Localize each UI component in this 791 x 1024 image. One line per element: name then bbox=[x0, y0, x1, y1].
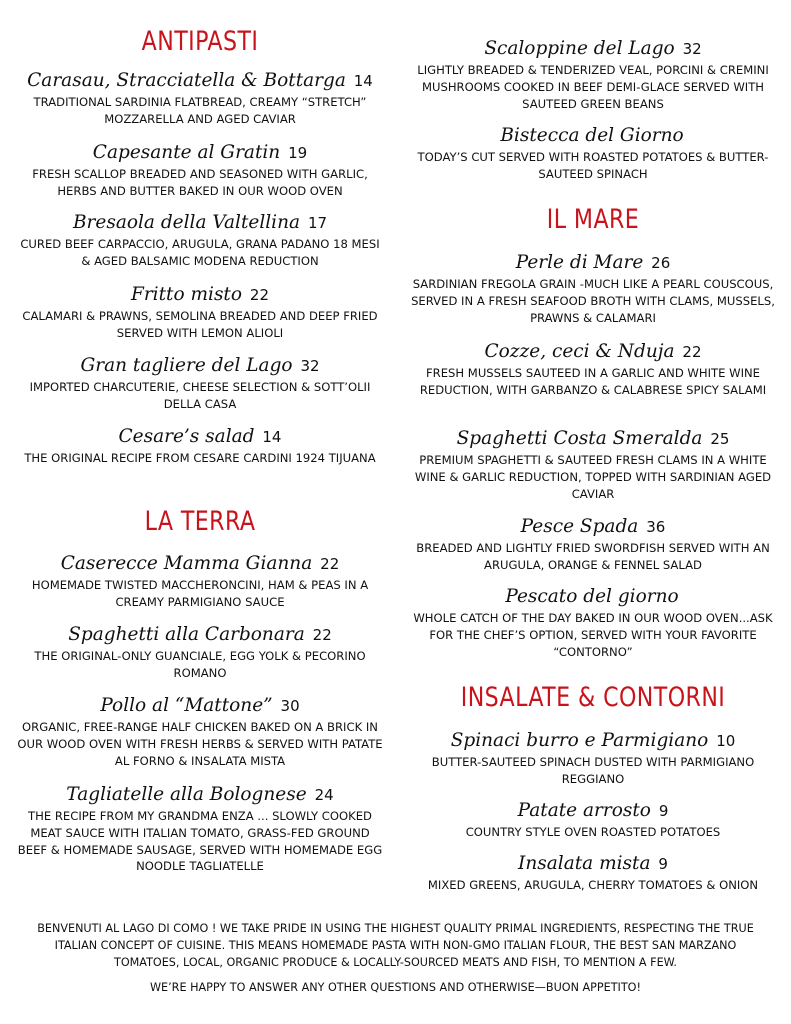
item-name: Caserecce Mamma Gianna bbox=[60, 553, 313, 574]
item-description: PREMIUM SPAGHETTI & SAUTEED FRESH CLAMS IN A WHITE WINE & GARLIC REDUCTION, TOPPED WITH SARDINIAN AGED CAVIAR bbox=[414, 453, 772, 501]
section-title-antipasti: ANTIPASTI bbox=[141, 26, 259, 57]
item-price: 14 bbox=[353, 72, 373, 90]
item-price: 14 bbox=[262, 428, 282, 446]
menu-item bbox=[408, 252, 778, 326]
item-price: 24 bbox=[314, 786, 334, 804]
closing-line: WE’RE HAPPY TO ANSWER ANY OTHER QUESTIONS AND OTHERWISE—BUON APPETITO! bbox=[150, 981, 641, 994]
item-name: Scaloppine del Lago bbox=[484, 38, 675, 59]
menu-item bbox=[408, 341, 778, 399]
menu-item bbox=[14, 426, 386, 467]
item-name: Gran tagliere del Lago bbox=[80, 355, 293, 376]
item-price: 19 bbox=[288, 144, 308, 162]
item-description: THE ORIGINAL-ONLY GUANCIALE, EGG YOLK & PECORINO ROMANO bbox=[34, 649, 366, 680]
menu-item bbox=[408, 516, 778, 574]
item-price: 32 bbox=[682, 40, 702, 58]
item-name: Spinaci burro e Parmigiano bbox=[450, 730, 709, 751]
section-title-insalate-contorni: INSALATE & CONTORNI bbox=[460, 682, 726, 713]
item-description: THE ORIGINAL RECIPE FROM CESARE CARDINI 1924 TIJUANA bbox=[24, 451, 376, 465]
menu-item bbox=[408, 730, 778, 788]
item-description: FRESH MUSSELS SAUTEED IN A GARLIC AND WHITE WINE REDUCTION, WITH GARBANZO & CALABRESE SPICY SALAMI bbox=[419, 366, 767, 397]
item-description: SARDINIAN FREGOLA GRAIN -MUCH LIKE A PEARL COUSCOUS, SERVED IN A FRESH SEAFOOD BROTH WITH CLAMS, MUSSELS, PRAWNS & CALAMARI bbox=[411, 277, 775, 325]
item-description: ORGANIC, FREE-RANGE HALF CHICKEN BAKED ON A BRICK IN OUR WOOD OVEN WITH FRESH HERBS & SERVED WITH PATATE AL FORNO & INSALATA MISTA bbox=[17, 720, 383, 768]
menu-item bbox=[14, 212, 386, 270]
item-price: 10 bbox=[716, 732, 736, 750]
item-price: 32 bbox=[300, 357, 320, 375]
section-title-il-mare: IL MARE bbox=[546, 204, 640, 235]
item-name: Bistecca del Giorno bbox=[500, 125, 684, 146]
item-price: 25 bbox=[710, 430, 730, 448]
menu-item bbox=[408, 38, 778, 112]
menu-item bbox=[408, 428, 778, 502]
menu-item bbox=[14, 784, 386, 875]
item-name: Patate arrosto bbox=[517, 800, 651, 821]
item-description: MIXED GREENS, ARUGULA, CHERRY TOMATOES & ONION bbox=[427, 878, 759, 892]
item-name: Capesante al Gratin bbox=[92, 142, 281, 163]
menu-item bbox=[14, 70, 386, 128]
item-name: Perle di Mare bbox=[515, 252, 644, 273]
item-name: Spaghetti alla Carbonara bbox=[68, 624, 305, 645]
item-description: HOMEMADE TWISTED MACCHERONCINI, HAM & PEAS IN A CREAMY PARMIGIANO SAUCE bbox=[31, 578, 369, 609]
item-name: Pescato del giorno bbox=[505, 586, 679, 607]
item-name: Spaghetti Costa Smeralda bbox=[456, 428, 703, 449]
item-name: Fritto misto bbox=[131, 284, 243, 305]
menu-item bbox=[14, 553, 386, 611]
item-price: 26 bbox=[651, 254, 671, 272]
item-description: THE RECIPE FROM MY GRANDMA ENZA ... SLOWLY COOKED MEAT SAUCE WITH ITALIAN TOMATO, GRASS-FED GROUND BEEF & HOMEMADE SAUSAGE, SERVED WITH HOMEMADE EGG NOODLE TAGLIATELLE bbox=[17, 809, 383, 874]
item-name: Carasau, Stracciatella & Bottarga bbox=[27, 70, 346, 91]
item-price: 22 bbox=[312, 626, 332, 644]
item-description: TRADITIONAL SARDINIA FLATBREAD, CREAMY “STRETCH” MOZZARELLA AND AGED CAVIAR bbox=[33, 95, 367, 126]
menu-item bbox=[408, 125, 778, 183]
item-name: Tagliatelle alla Bolognese bbox=[66, 784, 307, 805]
item-description: BUTTER-SAUTEED SPINACH DUSTED WITH PARMIGIANO REGGIANO bbox=[431, 755, 755, 786]
section-title-la-terra: LA TERRA bbox=[144, 506, 256, 537]
menu-item bbox=[14, 624, 386, 682]
item-price: 9 bbox=[658, 802, 669, 820]
item-name: Bresaola della Valtellina bbox=[72, 212, 301, 233]
item-price: 17 bbox=[307, 214, 328, 232]
item-description: TODAY’S CUT SERVED WITH ROASTED POTATOES & BUTTER-SAUTEED SPINACH bbox=[417, 150, 769, 181]
item-description: CALAMARI & PRAWNS, SEMOLINA BREADED AND DEEP FRIED SERVED WITH LEMON ALIOLI bbox=[22, 309, 378, 340]
item-price: 9 bbox=[658, 855, 668, 873]
menu-item bbox=[14, 695, 386, 769]
menu-item bbox=[14, 284, 386, 342]
welcome-paragraph: BENVENUTI AL LAGO DI COMO ! WE TAKE PRIDE IN USING THE HIGHEST QUALITY PRIMAL INGREDIENTS, RESPECTING THE TRUE ITALIAN CONCEPT OF CUISINE. THIS MEANS HOMEMADE PASTA WITH NON-GMO ITALIAN FLOUR, THE BEST SAN MARZANO TOMATOES, LOCAL, ORGANIC PRODUCE & LOCALLY-SOURCED MEATS AND FISH, TO MENTION A FEW. bbox=[37, 922, 754, 969]
item-price: 36 bbox=[646, 518, 666, 536]
item-price: 22 bbox=[249, 286, 269, 304]
item-name: Insalata mista bbox=[518, 853, 651, 874]
menu-item bbox=[408, 853, 778, 894]
item-name: Cozze, ceci & Nduja bbox=[484, 341, 675, 362]
item-description: IMPORTED CHARCUTERIE, CHEESE SELECTION & SOTT’OLII DELLA CASA bbox=[29, 380, 371, 411]
item-price: 22 bbox=[682, 343, 702, 361]
item-description: FRESH SCALLOP BREADED AND SEASONED WITH GARLIC, HERBS AND BUTTER BAKED IN OUR WOOD OVEN bbox=[32, 167, 368, 198]
item-price: 30 bbox=[280, 697, 300, 715]
item-name: Pollo al “Mattone” bbox=[100, 695, 273, 716]
menu-item bbox=[408, 800, 778, 841]
item-description: COUNTRY STYLE OVEN ROASTED POTATOES bbox=[465, 825, 721, 839]
item-name: Cesare’s salad bbox=[118, 426, 255, 447]
item-price: 22 bbox=[320, 555, 340, 573]
item-name: Pesce Spada bbox=[520, 516, 639, 537]
item-description: BREADED AND LIGHTLY FRIED SWORDFISH SERVED WITH AN ARUGULA, ORANGE & FENNEL SALAD bbox=[416, 541, 770, 572]
item-description: LIGHTLY BREADED & TENDERIZED VEAL, PORCINI & CREMINI MUSHROOMS COOKED IN BEEF DEMI-GLACE SERVED WITH SAUTEED GREEN BEANS bbox=[417, 63, 769, 111]
menu-item bbox=[14, 355, 386, 413]
menu-item bbox=[14, 142, 386, 200]
item-description: WHOLE CATCH OF THE DAY BAKED IN OUR WOOD OVEN...ASK FOR THE CHEF’S OPTION, SERVED WITH YOUR FAVORITE “CONTORNO” bbox=[413, 611, 773, 659]
menu-item bbox=[408, 586, 778, 660]
item-description: CURED BEEF CARPACCIO, ARUGULA, GRANA PADANO 18 MESI & AGED BALSAMIC MODENA REDUCTION bbox=[20, 237, 380, 268]
